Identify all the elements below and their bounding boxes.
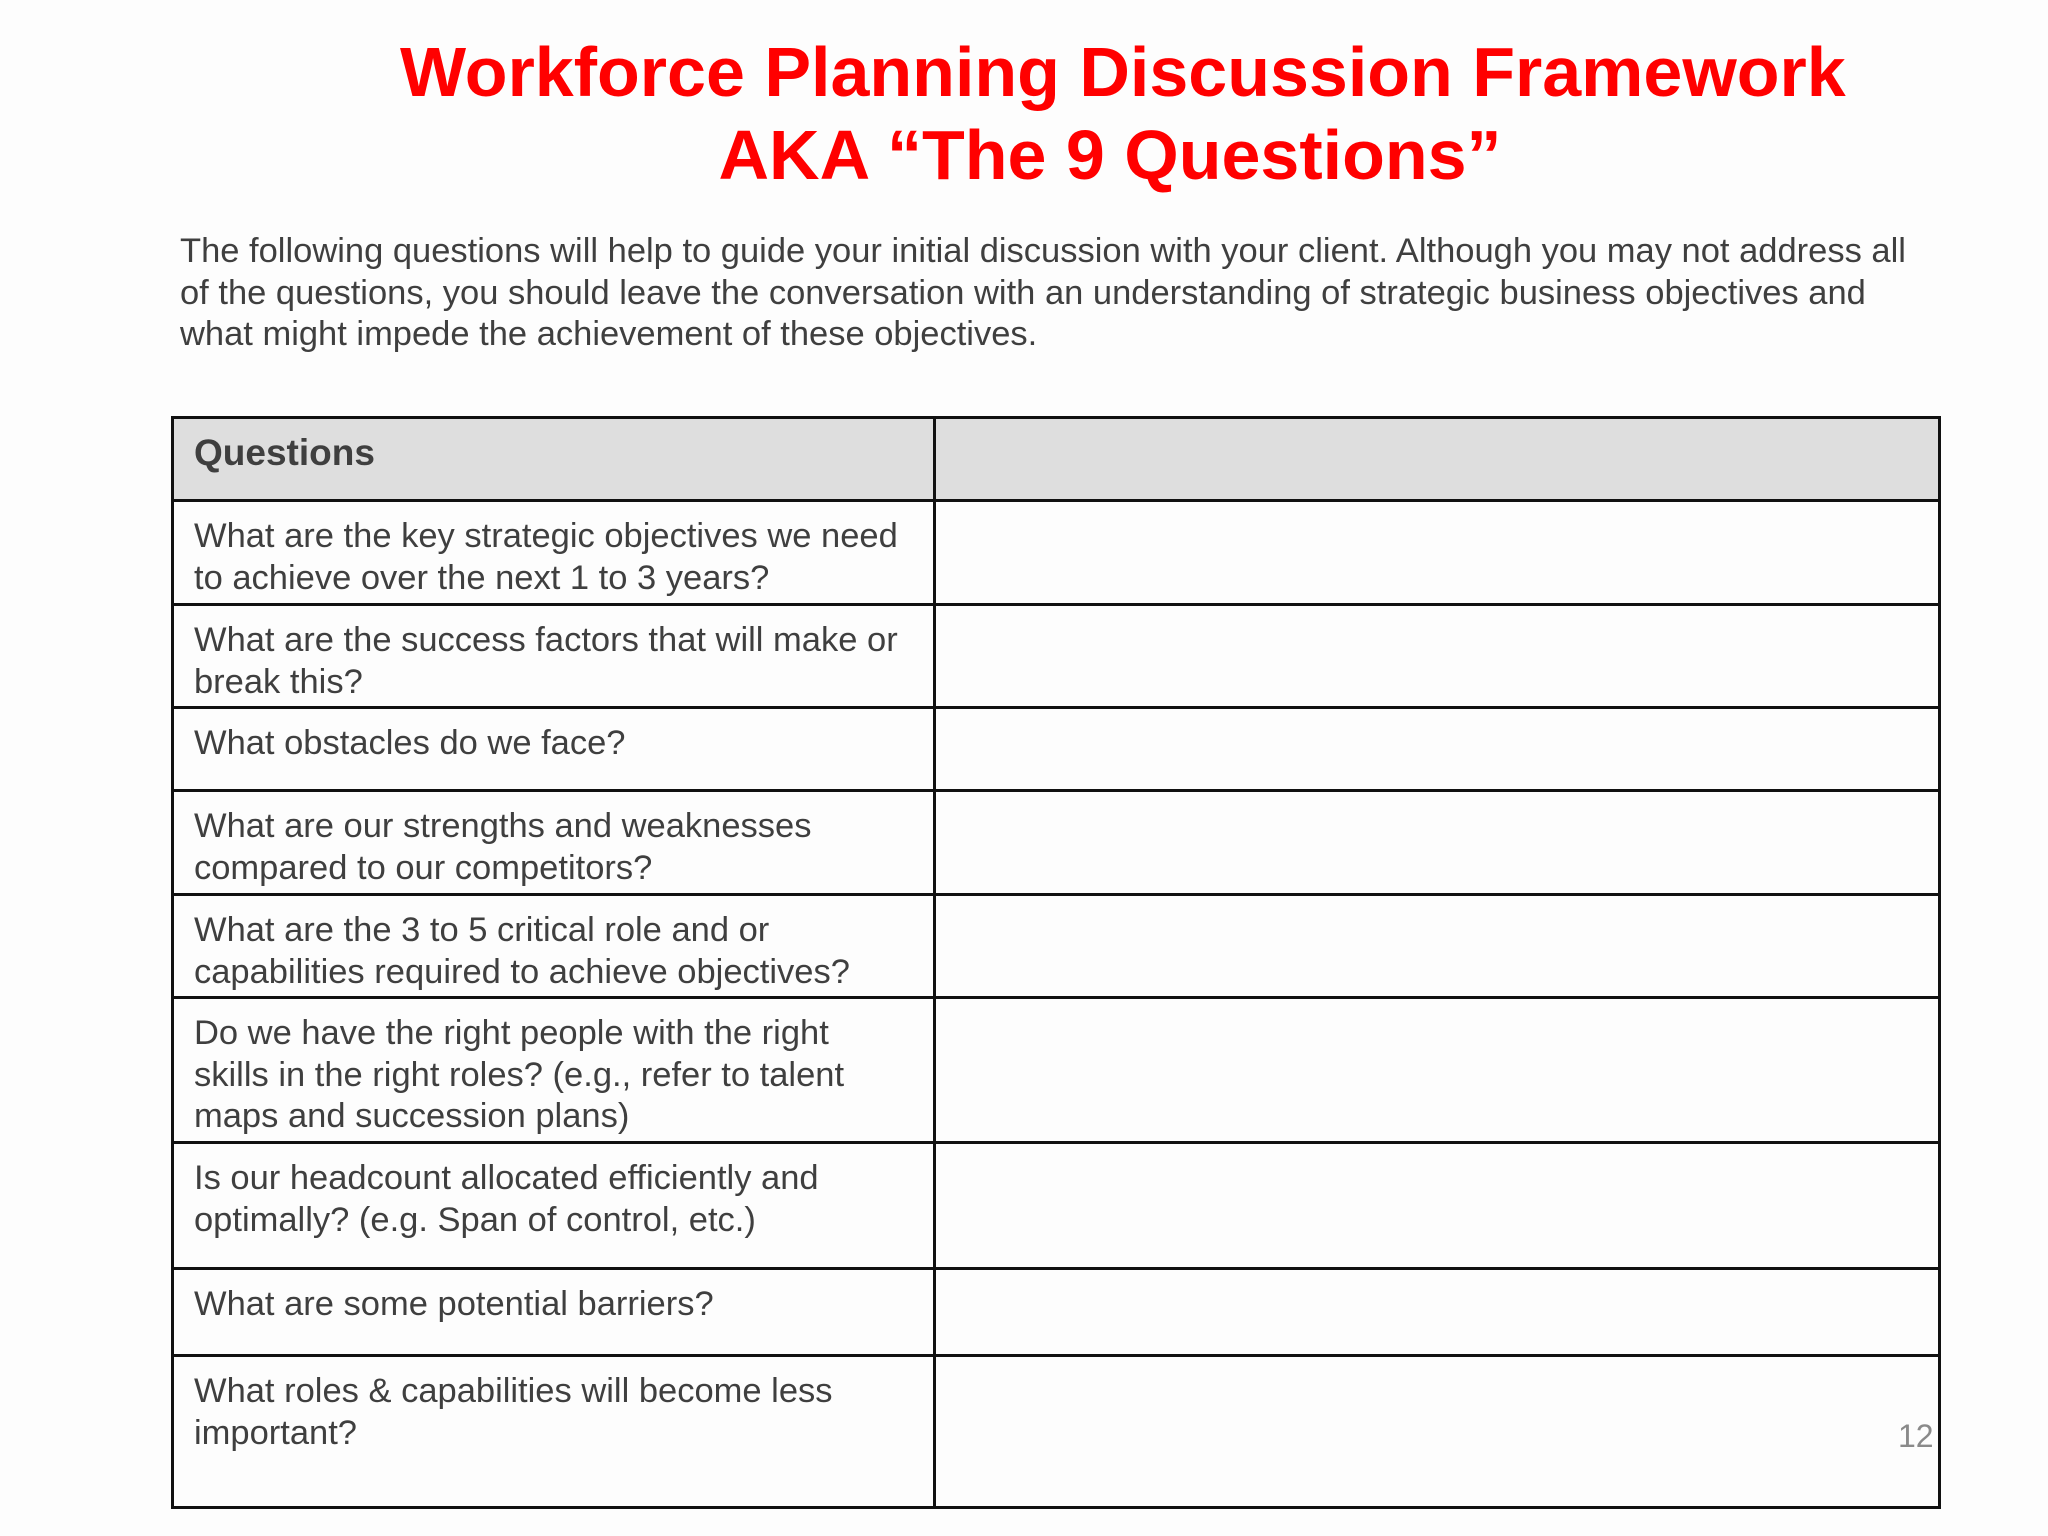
table-header-row [173, 418, 1940, 501]
table-row [173, 605, 1940, 708]
question-cell: What roles & capabilities will become less important? [173, 1356, 935, 1508]
question-cell: What are the 3 to 5 critical role and or capabilities required to achieve objectives? [173, 895, 935, 998]
questions-column-header: Questions [173, 418, 935, 501]
answer-cell[interactable] [935, 895, 1940, 998]
questions-table [171, 416, 1941, 1509]
answer-cell[interactable] [935, 501, 1940, 605]
answer-cell[interactable] [935, 708, 1940, 791]
table-row [173, 1143, 1940, 1269]
question-cell: What are the success factors that will make or break this? [173, 605, 935, 708]
table-row [173, 1356, 1940, 1508]
answer-cell[interactable] [935, 1143, 1940, 1269]
question-cell: Is our headcount allocated efficiently and optimally? (e.g. Span of control, etc.) [173, 1143, 935, 1269]
question-cell: What are our strengths and weaknesses compared to our competitors? [173, 791, 935, 895]
answer-cell[interactable] [935, 1269, 1940, 1356]
question-cell: What are some potential barriers? [173, 1269, 935, 1356]
table-row [173, 501, 1940, 605]
table-row [173, 708, 1940, 791]
question-cell: What obstacles do we face? [173, 708, 935, 791]
page-title-line-1: Workforce Planning Discussion Framework [400, 33, 1846, 111]
page-number: 12 [1898, 1418, 1934, 1454]
answer-cell[interactable] [935, 605, 1940, 708]
intro-paragraph: The following questions will help to guide your initial discussion with your client. Although you may not address all of the questions, you should leave the conversation with an understanding of strategic business objectives and what might impede the achievement of these objectives. [180, 232, 1906, 353]
table-row [173, 1269, 1940, 1356]
question-cell: Do we have the right people with the right skills in the right roles? (e.g., refer to talent maps and succession plans) [173, 998, 935, 1143]
table-row [173, 895, 1940, 998]
table-row [173, 998, 1940, 1143]
answer-cell[interactable] [935, 998, 1940, 1143]
answer-cell[interactable] [935, 791, 1940, 895]
page-title-line-2: AKA “The 9 Questions” [718, 116, 1502, 194]
table-row [173, 791, 1940, 895]
answer-cell[interactable] [935, 1356, 1940, 1508]
question-cell: What are the key strategic objectives we need to achieve over the next 1 to 3 years? [173, 501, 935, 605]
answers-column-header [935, 418, 1940, 501]
